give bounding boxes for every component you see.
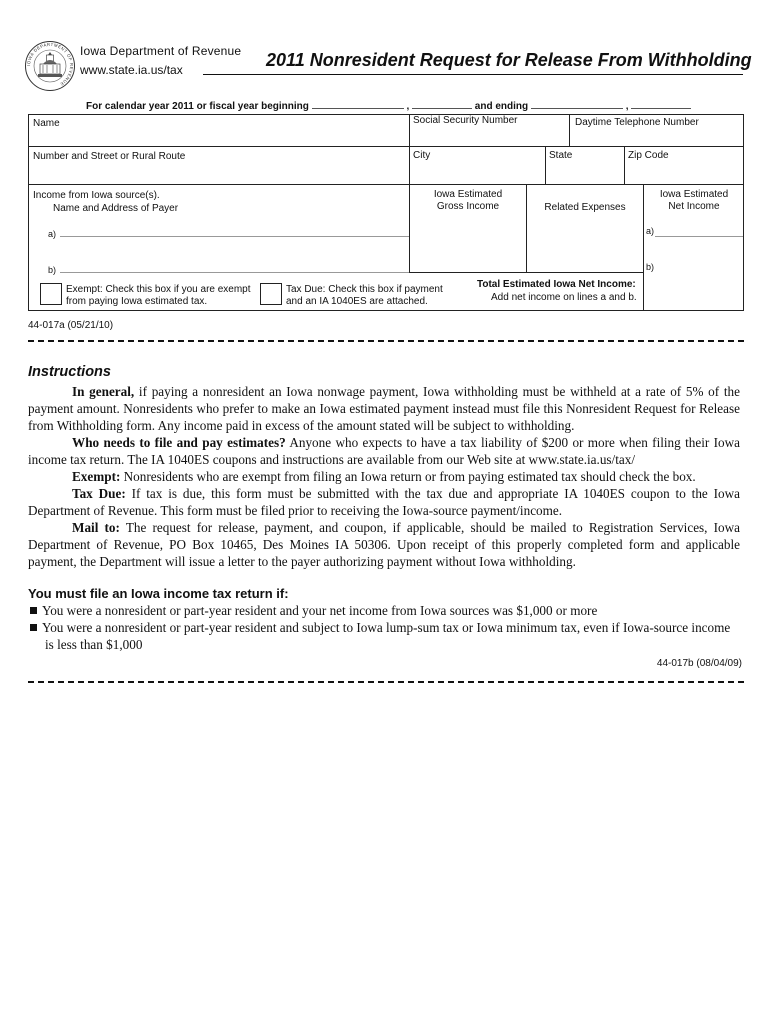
city-field-label: City <box>413 150 431 161</box>
exempt-checkbox[interactable] <box>40 283 62 305</box>
col-divider-zip <box>624 146 625 184</box>
form-border-left <box>28 114 29 310</box>
period-begin-year-field[interactable] <box>412 99 472 109</box>
instructions-general-paragraph <box>28 384 740 434</box>
exempt-checkbox-label <box>66 284 251 308</box>
mail-lead: Mail to: <box>72 520 120 535</box>
col-divider-expenses <box>526 184 527 272</box>
col-divider-phone <box>569 114 570 146</box>
gross-income-header-line2: Gross Income <box>436 201 500 212</box>
mail-text: The request for release, payment, and coupon, if applicable, should be mailed to Registration Services, Iowa Department of Revenue, PO Box 10465, Des Moines IA 50306. Upon receipt of this properly completed form and applicable payment, the Department will issue a letter to the payer authorizing payment without Iowa withholding. <box>28 520 740 569</box>
state-seal-logo <box>24 40 76 92</box>
period-end-date-field[interactable] <box>531 99 623 109</box>
form-border-bottom <box>28 310 744 311</box>
tax-due-checkbox-label <box>286 284 443 308</box>
who-lead: Who needs to file and pay estimates? <box>72 435 286 450</box>
period-end-year-field[interactable] <box>631 99 691 109</box>
form-row-divider-2 <box>28 184 744 185</box>
income-columns-bottom <box>409 272 643 273</box>
related-expenses-header: Related Expenses <box>544 202 626 213</box>
zip-field-label: Zip Code <box>628 150 669 161</box>
row-a-label: a) <box>48 229 57 239</box>
col-divider-ssn-city <box>409 114 410 184</box>
income-source-label: Income from Iowa source(s). <box>33 190 160 201</box>
phone-field-label: Daytime Telephone Number <box>575 117 699 128</box>
net-income-header-line2: Net Income <box>668 201 720 212</box>
must-file-heading: You must file an Iowa income tax return if: <box>28 586 289 601</box>
instructions-who-paragraph <box>28 435 740 469</box>
must-file-bullet-2 <box>30 620 735 654</box>
row-a-net-field[interactable] <box>655 236 743 237</box>
period-begin-date-field[interactable] <box>312 99 404 109</box>
row-a-payer-field[interactable] <box>60 236 409 237</box>
row-b-net-label: b) <box>646 262 655 272</box>
cut-line-bottom <box>28 681 744 683</box>
net-income-header <box>644 189 744 213</box>
total-net-income-note: Add net income on lines a and b. <box>491 292 637 303</box>
form-title: 2011 Nonresident Request for Release From Withholding <box>266 50 752 70</box>
state-field-label: State <box>549 150 573 161</box>
row-a-net-label: a) <box>646 226 655 236</box>
name-field-label: Name <box>33 118 60 129</box>
bullet-square-icon <box>30 607 37 614</box>
must-file-bullet-1 <box>30 603 730 620</box>
instructions-mail-paragraph <box>28 520 740 570</box>
net-income-header-line1: Iowa Estimated <box>659 189 729 200</box>
who-text: Anyone who expects to have a tax liability of $200 or more when filing their Iowa income tax return. The IA 1040ES coupons and instructions are available from our Web site at www.state.ia.us/tax/ <box>28 435 740 467</box>
exempt-label-line2: from paying Iowa estimated tax. <box>66 296 208 307</box>
period-comma-1: , <box>406 101 410 112</box>
col-divider-state <box>545 146 546 184</box>
ssn-field-label: Social Security Number <box>413 115 518 126</box>
row-b-label: b) <box>48 265 57 275</box>
taxdue-text: If tax is due, this form must be submitted with the tax due and appropriate IA 1040ES coupon to the Iowa Department of Revenue. This form must be filed prior to receiving the Iowa-source payment/income. <box>28 486 741 518</box>
instructions-taxdue-paragraph <box>28 486 740 520</box>
row-b-payer-field[interactable] <box>60 272 409 273</box>
exempt-label-line1: Exempt: Check this box if you are exempt <box>66 284 251 295</box>
tax-period-line <box>86 99 691 112</box>
total-net-income-field[interactable] <box>644 274 743 309</box>
form-border-top <box>28 114 744 115</box>
gross-income-header-line1: Iowa Estimated <box>433 189 503 200</box>
bullet-square-icon <box>30 624 37 631</box>
cut-line-top <box>28 340 744 342</box>
form-number-top: 44-017a (05/21/10) <box>28 320 114 331</box>
general-text: if paying a nonresident an Iowa nonwage payment, Iowa withholding must be withheld at a rate of 5% of the payment amount. Nonresidents who prefer to make an Iowa estimated payment instead must file this Nonresident Request for Release from Withholding form. Any income paid in excess of the amount stated will be subject to withholding. <box>28 384 740 433</box>
agency-name: Iowa Department of Revenue <box>80 44 242 58</box>
gross-income-header <box>410 189 526 213</box>
period-end-label: and ending <box>474 101 529 112</box>
instructions-exempt-paragraph <box>28 469 740 486</box>
total-net-income-label: Total Estimated Iowa Net Income: <box>477 279 636 290</box>
bullet-2-text: You were a nonresident or part-year resident and subject to Iowa lump-sum tax or Iowa minimum tax, even if Iowa-source income is less than $1,000 <box>42 620 731 652</box>
period-begin-label: For calendar year 2011 or fiscal year beginning <box>86 101 309 112</box>
taxdue-lead: Tax Due: <box>72 486 126 501</box>
tax-due-label-line2: and an IA 1040ES are attached. <box>286 296 428 307</box>
form-number-bottom: 44-017b (08/04/09) <box>656 658 742 669</box>
title-rule <box>203 74 743 75</box>
period-comma-2: , <box>625 101 629 112</box>
instructions-heading: Instructions <box>28 364 111 380</box>
exempt-lead: Exempt: <box>72 469 121 484</box>
form-row-divider-1 <box>28 146 744 147</box>
agency-website-link[interactable]: www.state.ia.us/tax <box>80 63 183 77</box>
street-field-label: Number and Street or Rural Route <box>33 151 186 162</box>
tax-due-checkbox[interactable] <box>260 283 282 305</box>
bullet-1-text: You were a nonresident or part-year resident and your net income from Iowa sources was $1,000 or more <box>42 603 598 618</box>
payer-label: Name and Address of Payer <box>53 203 179 214</box>
tax-due-label-line1: Tax Due: Check this box if payment <box>286 284 443 295</box>
general-lead: In general, <box>72 384 135 399</box>
exempt-text: Nonresidents who are exempt from filing an Iowa return or from paying estimated tax should check the box. <box>120 469 696 484</box>
seal-text: IOWA DEPARTMENT OF REVENUE <box>25 41 75 87</box>
